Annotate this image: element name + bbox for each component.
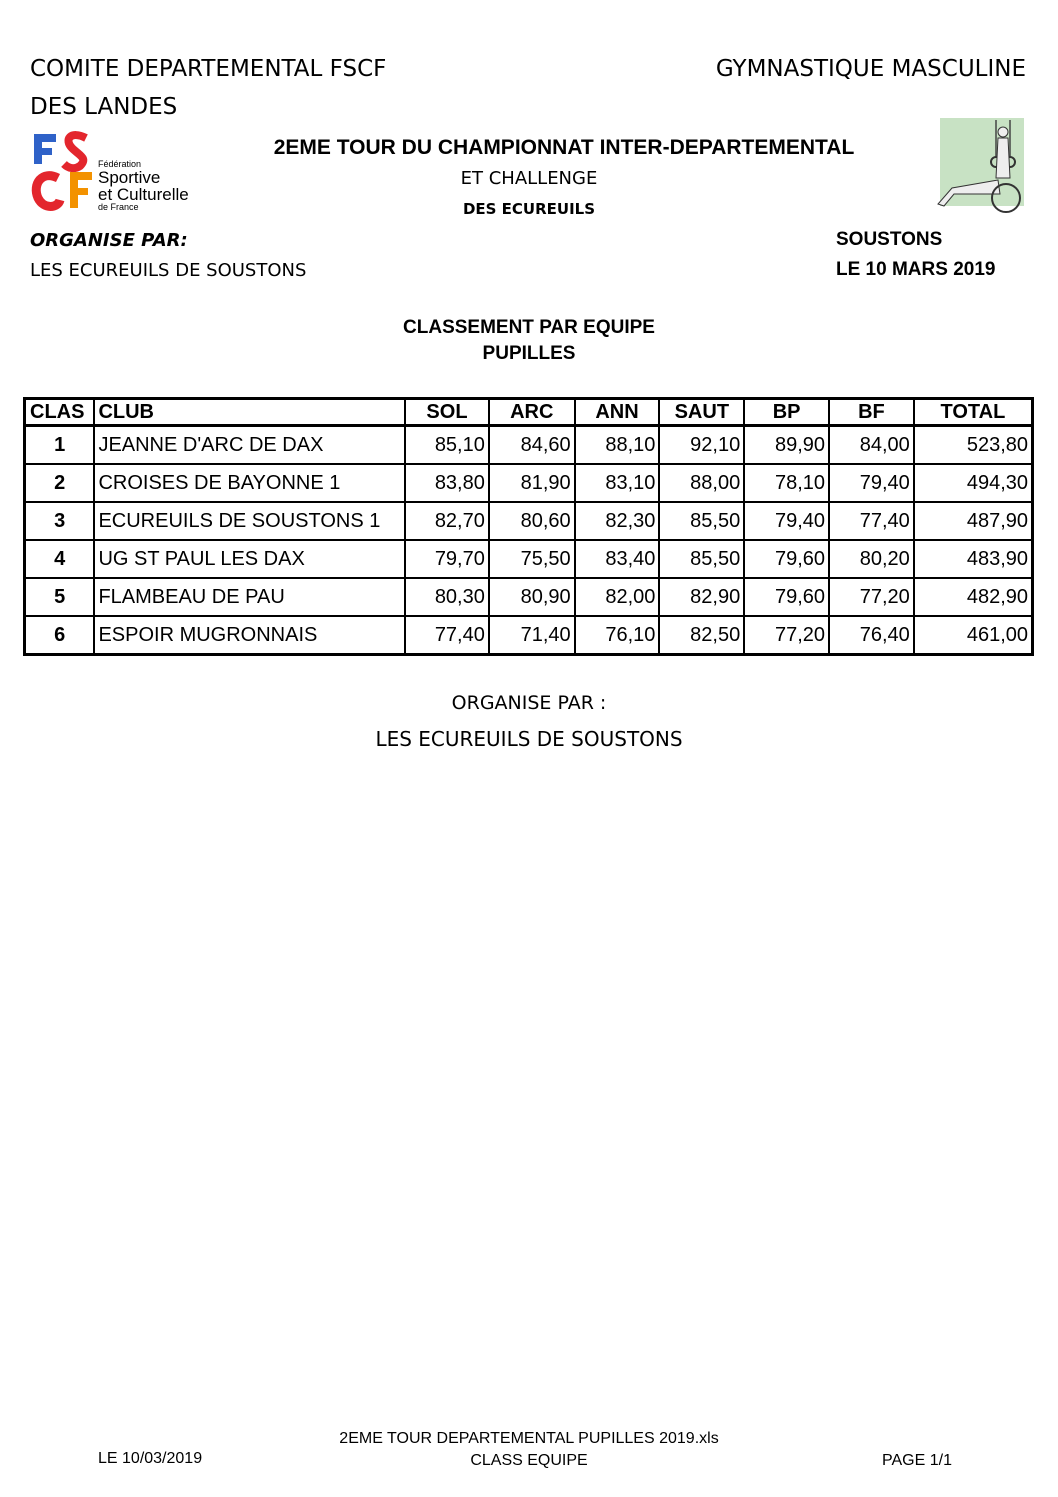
cell-total: 482,90 [914,578,1033,616]
cell-arc: 84,60 [489,426,575,465]
cell-bp: 77,20 [744,616,829,655]
cell-arc: 81,90 [489,464,575,502]
col-header-club: CLUB [94,399,405,426]
cell-arc: 80,60 [489,502,575,540]
cell-total: 494,30 [914,464,1033,502]
logo-text-small-bottom: de France [98,202,139,212]
cell-bp: 89,90 [744,426,829,465]
organizer-label: ORGANISE PAR: [30,230,188,251]
cell-sol: 85,10 [405,426,489,465]
logo-text-line1: Sportive [98,168,161,187]
cell-sol: 80,30 [405,578,489,616]
cell-bp: 78,10 [744,464,829,502]
cell-ann: 88,10 [575,426,660,465]
event-subtitle-1: ET CHALLENGE [460,168,598,189]
event-place: SOUSTONS [836,229,943,250]
event-title: 2EME TOUR DU CHAMPIONNAT INTER-DEPARTEMENTAL [273,136,855,159]
cell-ann: 82,30 [575,502,660,540]
footer-print-date: LE 10/03/2019 [98,1450,203,1467]
event-subtitle-2: DES ECUREUILS [462,200,596,218]
col-header-arc: ARC [489,399,575,426]
cell-sol: 77,40 [405,616,489,655]
cell-rank: 6 [25,616,95,655]
cell-sol: 83,80 [405,464,489,502]
col-header-ann: ANN [575,399,660,426]
cell-total: 523,80 [914,426,1033,465]
cell-rank: 2 [25,464,95,502]
discipline-title: GYMNASTIQUE MASCULINE [715,56,1026,82]
cell-club: FLAMBEAU DE PAU [94,578,405,616]
logo-text-small-top: Fédération [98,159,142,169]
table-row [25,578,1033,616]
cell-bf: 80,20 [829,540,914,578]
cell-rank: 5 [25,578,95,616]
cell-club: UG ST PAUL LES DAX [94,540,405,578]
cell-total: 483,90 [914,540,1033,578]
gymnast-rings-icon [932,118,1024,216]
cell-bf: 77,40 [829,502,914,540]
cell-saut: 85,50 [659,540,744,578]
results-table [23,397,1034,656]
cell-bf: 77,20 [829,578,914,616]
cell-bp: 79,60 [744,578,829,616]
col-header-bf: BF [829,399,914,426]
cell-club: ESPOIR MUGRONNAIS [94,616,405,655]
col-header-saut: SAUT [659,399,744,426]
cell-bf: 79,40 [829,464,914,502]
ranking-category: PUPILLES [482,343,576,364]
event-date: LE 10 MARS 2019 [836,259,996,280]
col-header-total: TOTAL [914,399,1033,426]
cell-rank: 3 [25,502,95,540]
col-header-rank: CLAS [25,399,95,426]
cell-sol: 82,70 [405,502,489,540]
cell-sol: 79,70 [405,540,489,578]
cell-club: JEANNE D'ARC DE DAX [94,426,405,465]
cell-saut: 85,50 [659,502,744,540]
cell-rank: 1 [25,426,95,465]
cell-total: 461,00 [914,616,1033,655]
cell-saut: 88,00 [659,464,744,502]
cell-bf: 84,00 [829,426,914,465]
cell-saut: 82,50 [659,616,744,655]
committee-region: DES LANDES [30,94,178,120]
footer-page-number: PAGE 1/1 [882,1452,952,1469]
table-row [25,540,1033,578]
cell-rank: 4 [25,540,95,578]
table-row [25,426,1033,465]
cell-arc: 80,90 [489,578,575,616]
cell-arc: 75,50 [489,540,575,578]
cell-bf: 76,40 [829,616,914,655]
table-row [25,464,1033,502]
footer-sheet-name: CLASS EQUIPE [470,1452,588,1469]
cell-bp: 79,60 [744,540,829,578]
cell-arc: 71,40 [489,616,575,655]
col-header-sol: SOL [405,399,489,426]
cell-saut: 82,90 [659,578,744,616]
cell-ann: 82,00 [575,578,660,616]
footer-organizer-name: LES ECUREUILS DE SOUSTONS [375,727,683,751]
organizer-name: LES ECUREUILS DE SOUSTONS [30,260,307,281]
cell-ann: 83,40 [575,540,660,578]
ranking-title: CLASSEMENT PAR EQUIPE [403,317,655,338]
footer-organizer-label: ORGANISE PAR : [451,692,607,714]
cell-ann: 76,10 [575,616,660,655]
table-header-row [25,399,1033,426]
logo-text-line2: et Culturelle [98,185,189,204]
table-row [25,502,1033,540]
col-header-bp: BP [744,399,829,426]
cell-ann: 83,10 [575,464,660,502]
cell-club: ECUREUILS DE SOUSTONS 1 [94,502,405,540]
cell-saut: 92,10 [659,426,744,465]
cell-bp: 79,40 [744,502,829,540]
table-row [25,616,1033,655]
cell-total: 487,90 [914,502,1033,540]
cell-club: CROISES DE BAYONNE 1 [94,464,405,502]
committee-name: COMITE DEPARTEMENTAL FSCF [30,56,387,82]
footer-file-name: 2EME TOUR DEPARTEMENTAL PUPILLES 2019.xls [339,1430,719,1447]
